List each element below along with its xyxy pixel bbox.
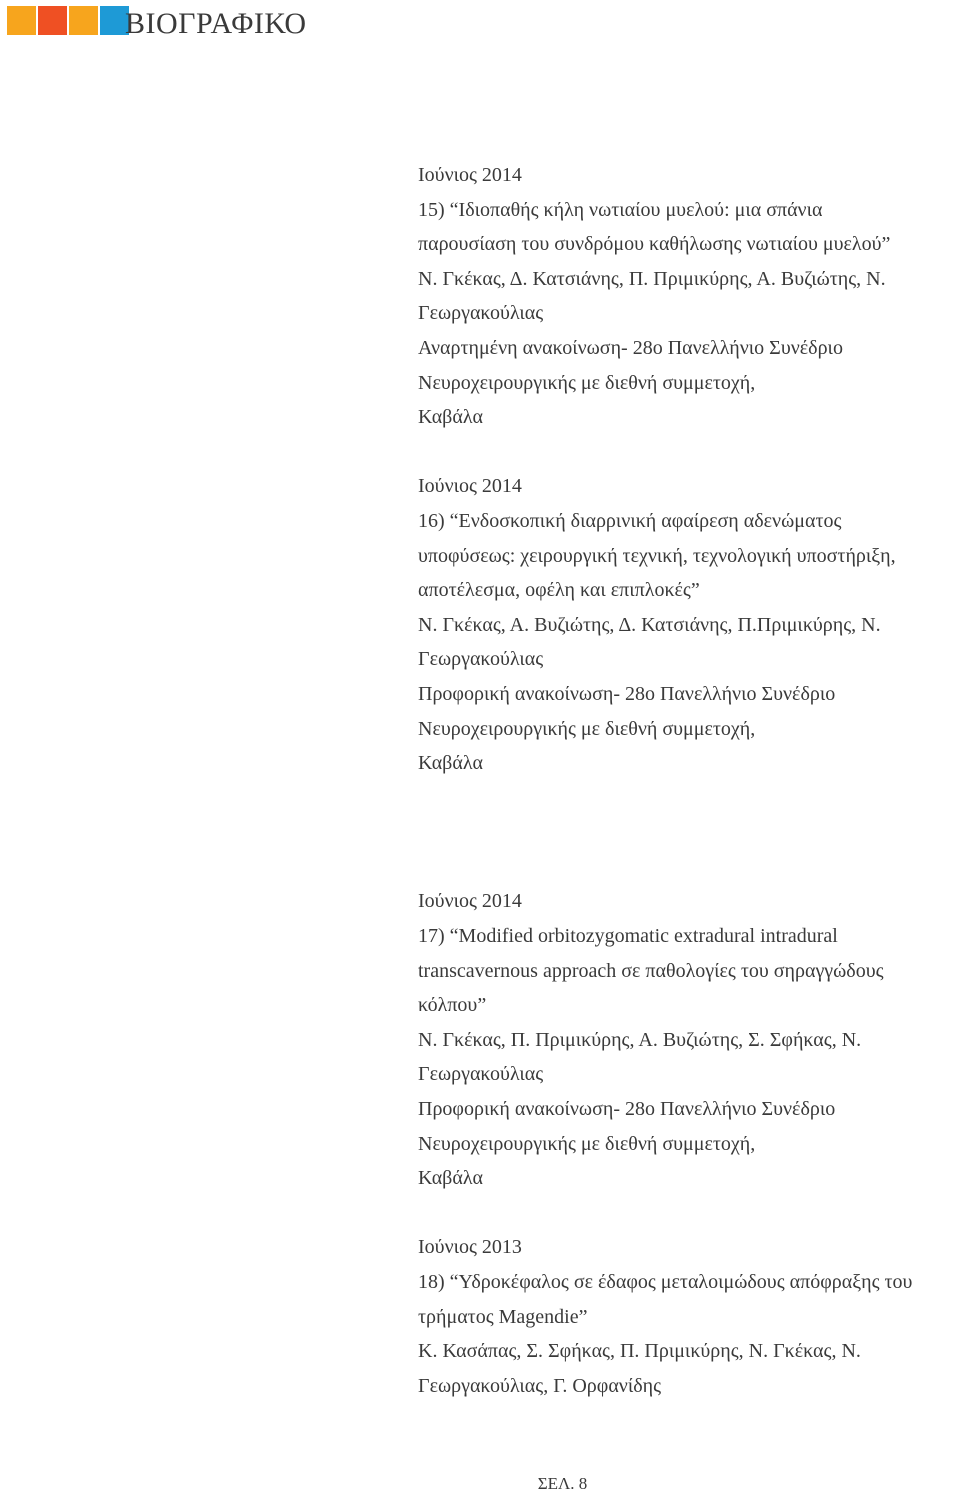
page-number: ΣΕΛ. 8 (537, 1474, 588, 1493)
publication-entry-15 (418, 158, 958, 435)
entry-authors: Κ. Κασάπας, Σ. Σφήκας, Π. Πριμικύρης, Ν. Γκέκας, Ν. (418, 1340, 861, 1363)
page-title: ΒΙΟΓΡΑΦΙΚΟ (125, 7, 307, 40)
entry-authors: Γεωργακούλιας (418, 1063, 544, 1086)
entry-authors: Ν. Γκέκας, Π. Πριμικύρης, Α. Βυζιώτης, Σ. Σφήκας, Ν. (418, 1028, 862, 1051)
entry-title: τρήματος Magendie” (418, 1305, 588, 1328)
page-header (7, 6, 129, 42)
publication-entry-16 (418, 469, 958, 780)
logo-square-3 (69, 6, 98, 35)
entry-title: παρουσίαση του συνδρόμου καθήλωσης νωτιαίου μυελού” (418, 233, 891, 256)
document-body (418, 158, 958, 1403)
entry-location: Καβάλα (418, 1167, 484, 1190)
entry-authors: Ν. Γκέκας, Δ. Κατσιάνης, Π. Πριμικύρης, Α. Βυζιώτης, Ν. (418, 267, 886, 290)
entry-venue: Προφορική ανακοίνωση- 28ο Πανελλήνιο Συνέδριο (418, 682, 836, 705)
entry-title: 17) “Modified orbitozygomatic extradural intradural (418, 925, 838, 948)
entry-date: Ιούνιος 2013 (418, 1236, 522, 1259)
entry-date: Ιούνιος 2014 (418, 890, 522, 913)
entry-location: Καβάλα (418, 406, 484, 429)
entry-authors: Ν. Γκέκας, Α. Βυζιώτης, Δ. Κατσιάνης, Π.Πριμικύρης, Ν. (418, 613, 881, 636)
entry-date: Ιούνιος 2014 (418, 164, 522, 186)
entry-location: Καβάλα (418, 752, 484, 775)
publication-entry-18 (418, 1230, 958, 1403)
entry-title: κόλπου” (418, 994, 487, 1017)
entry-title: 16) “Ενδοσκοπική διαρρινική αφαίρεση αδενώματος (418, 509, 842, 532)
entry-title: 18) “Υδροκέφαλος σε έδαφος μεταλοιμώδους απόφραξης του (418, 1271, 913, 1294)
entry-title: transcavernous approach σε παθολογίες του σηραγγώδους (418, 959, 884, 982)
entry-venue: Νευροχειρουργικής με διεθνή συμμετοχή, (418, 1132, 756, 1155)
logo-square-1 (7, 6, 36, 35)
entry-venue: Νευροχειρουργικής με διεθνή συμμετοχή, (418, 717, 756, 740)
entry-authors: Γεωργακούλιας (418, 648, 544, 671)
entry-venue: Προφορική ανακοίνωση- 28ο Πανελλήνιο Συνέδριο (418, 1098, 836, 1121)
entry-title: υποφύσεως: χειρουργική τεχνική, τεχνολογική υποστήριξη, (418, 544, 896, 567)
entry-venue: Νευροχειρουργικής με διεθνή συμμετοχή, (418, 371, 756, 394)
entry-authors: Γεωργακούλιας, Γ. Ορφανίδης (418, 1374, 662, 1397)
entry-date: Ιούνιος 2014 (418, 475, 522, 498)
entry-title: 15) “Ιδιοπαθής κήλη νωτιαίου μυελού: μια σπάνια (418, 198, 823, 221)
logo-square-2 (38, 6, 67, 35)
entry-title: αποτέλεσμα, οφέλη και επιπλοκές” (418, 579, 700, 602)
entry-authors: Γεωργακούλιας (418, 302, 544, 325)
entry-venue: Αναρτημένη ανακοίνωση- 28ο Πανελλήνιο Συνέδριο (418, 336, 843, 359)
logo-squares (7, 6, 129, 35)
publication-entry-17 (418, 884, 958, 1195)
